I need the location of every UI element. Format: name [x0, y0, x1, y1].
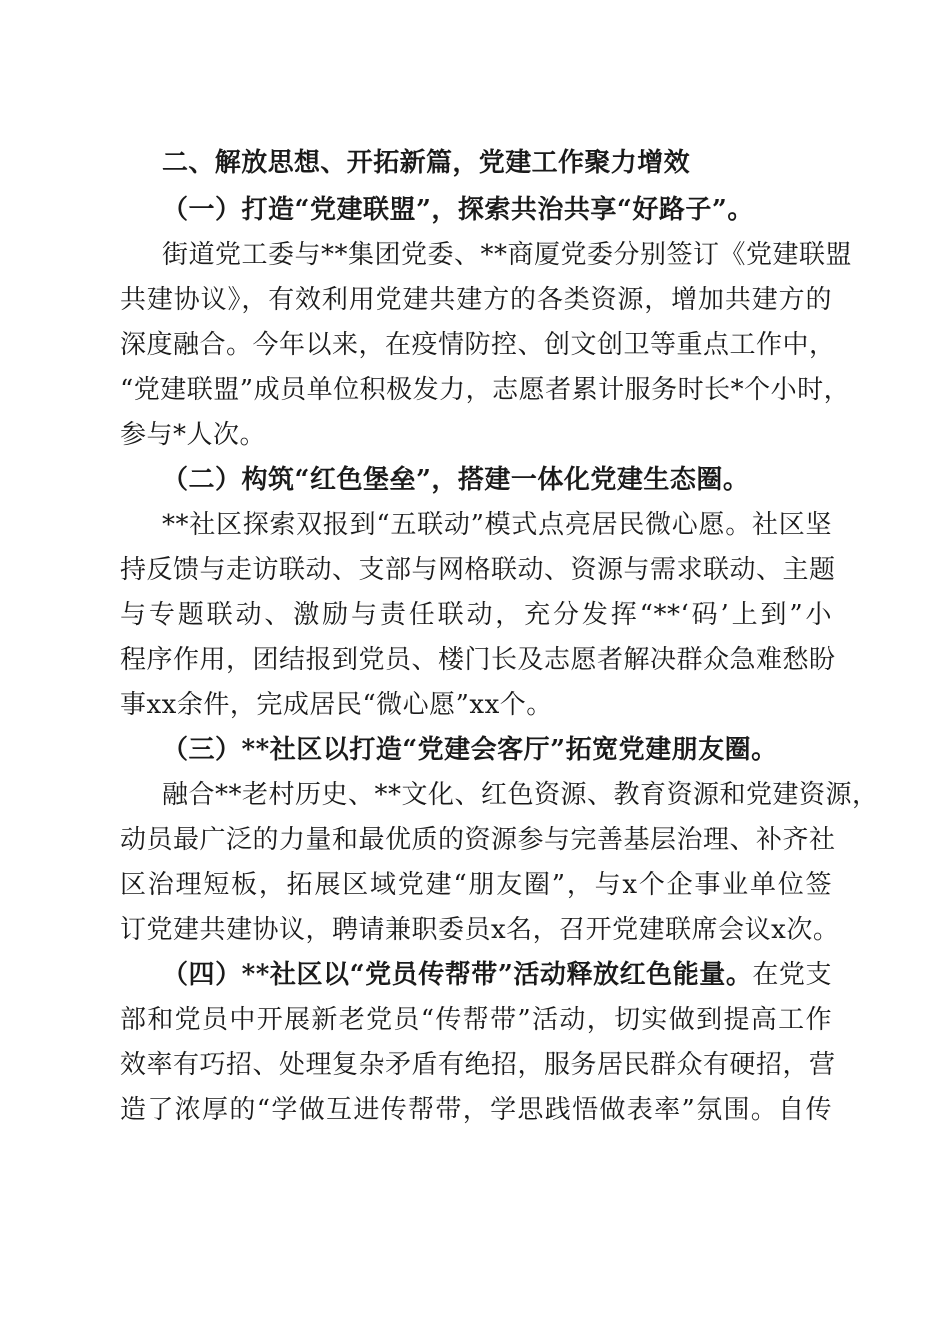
paragraph-1-line-1: 街道党工委与**集团党委、**商厦党委分别签订《党建联盟	[162, 240, 853, 270]
paragraph-1-line-4: “党建联盟”成员单位积极发力，志愿者累计服务时长*个小时，	[120, 375, 851, 405]
subheading-4-line	[162, 958, 832, 992]
subheading-3: （三）**社区以打造“党建会客厅”拓宽党建朋友圈。	[162, 735, 778, 765]
paragraph-3-line-1: 融合**老村历史、**文化、红色资源、教育资源和党建资源，	[162, 780, 879, 810]
paragraph-1-line-2: 共建协议》，有效利用党建共建方的各类资源，增加共建方的	[120, 285, 832, 315]
paragraph-3-line-4: 订党建共建协议，聘请兼职委员x名，召开党建联席会议x次。	[120, 915, 840, 945]
paragraph-1-line-5: 参与*人次。	[120, 420, 267, 450]
subheading-1: （一）打造“党建联盟”，探索共治共享“好路子”。	[162, 195, 754, 225]
paragraph-2-line-4: 程序作用，团结报到党员、楼门长及志愿者解决群众急难愁盼	[120, 645, 836, 675]
paragraph-2-line-2: 持反馈与走访联动、支部与网格联动、资源与需求联动、主题	[120, 555, 836, 585]
paragraph-2-line-5: 事xx余件，完成居民“微心愿”xx个。	[120, 690, 553, 720]
paragraph-4-line-3: 造了浓厚的“学做互进传帮带，学思践悟做表率”氛围。自传	[120, 1095, 832, 1125]
paragraph-2-line-3: 与专题联动、激励与责任联动，充分发挥“**‘码’上到”小	[120, 600, 832, 630]
paragraph-2-line-1: **社区探索双报到“五联动”模式点亮居民微心愿。社区坚	[162, 510, 832, 540]
subheading-4: （四）**社区以“党员传帮带”活动释放红色能量。	[162, 960, 753, 990]
paragraph-3-line-2: 动员最广泛的力量和最优质的资源参与完善基层治理、补齐社	[120, 825, 836, 855]
subheading-2: （二）构筑“红色堡垒”，搭建一体化党建生态圈。	[162, 465, 750, 495]
paragraph-3-line-3: 区治理短板，拓展区域党建“朋友圈”，与x个企事业单位签	[120, 870, 832, 900]
paragraph-4-line-2: 效率有巧招、处理复杂矛盾有绝招，服务居民群众有硬招，营	[120, 1050, 836, 1080]
subheading-4-continuation: 在党支	[752, 960, 832, 990]
paragraph-4-line-1: 部和党员中开展新老党员“传帮带”活动，切实做到提高工作	[120, 1005, 832, 1035]
section-heading: 二、解放思想、开拓新篇，党建工作聚力增效	[162, 148, 691, 178]
paragraph-1-line-3: 深度融合。今年以来，在疫情防控、创文创卫等重点工作中，	[120, 330, 836, 360]
